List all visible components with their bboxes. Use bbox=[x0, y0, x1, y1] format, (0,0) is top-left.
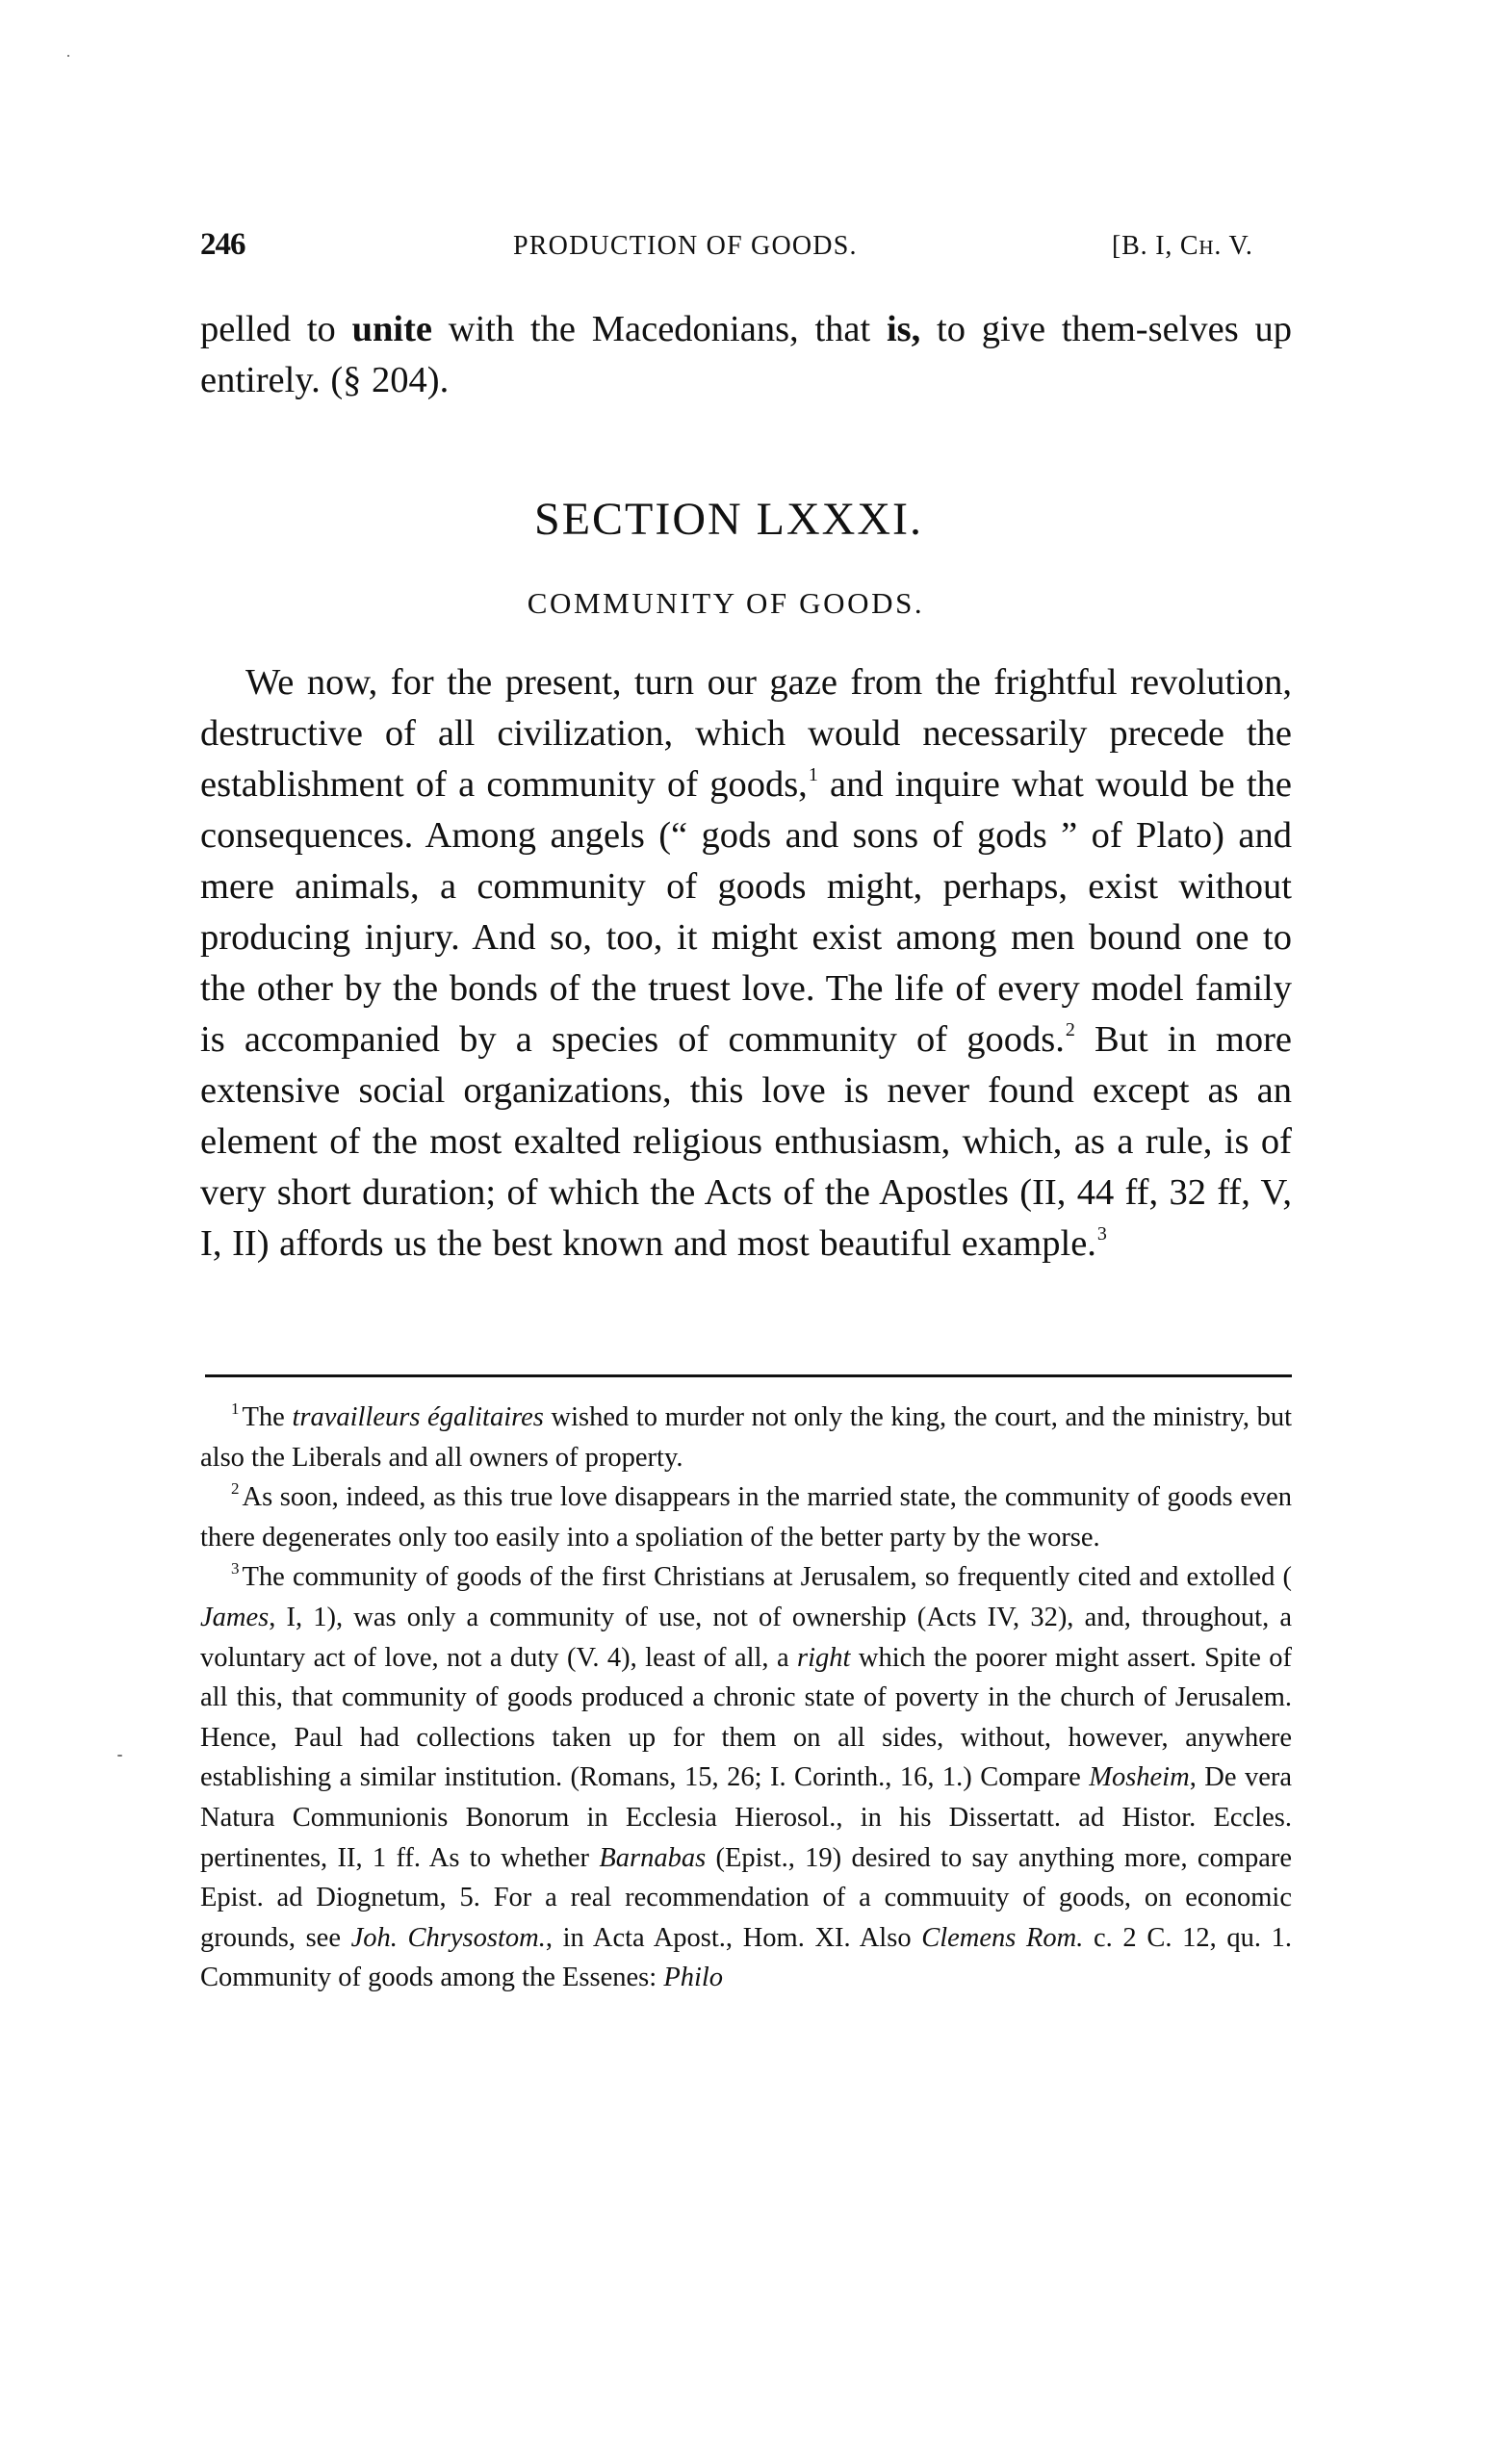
footnote-rule bbox=[205, 1374, 1292, 1377]
text-run: , I, 1), was only a community of use, not of ownership (Acts IV, 32), and, throughout, a voluntary act of love, not a duty (V. 4), least of all, a bbox=[200, 1602, 1292, 1673]
italic-text: Mosheim bbox=[1089, 1762, 1190, 1793]
footnote-reference[interactable]: 3 bbox=[1096, 1223, 1107, 1245]
text-run: , in Acta Apost., Hom. XI. Also bbox=[545, 1922, 922, 1953]
chapter-reference-smallcaps: H bbox=[1198, 236, 1215, 259]
footnotes bbox=[200, 1398, 1292, 1998]
text-run: We now, for the present, turn our gaze from the frightful revolution, destructive of all civilization, which would necessarily precede the establishment of a community of goods, bbox=[200, 662, 1292, 805]
footnote-marker: 2 bbox=[231, 1479, 240, 1499]
chapter-reference-prefix: [B. I, C bbox=[1112, 231, 1199, 261]
text-run: The bbox=[242, 1402, 293, 1432]
text-run: which the poorer might assert. Spite of all this, that community of goods produced a chronic state of poverty in the church of Jerusalem. Hence, Paul had collections taken up for them on all sides, without, however, anywhere establishing a similar institution. (Romans, 15, 26; I. Corinth., 16, 1.) Compare bbox=[200, 1642, 1292, 1793]
scan-speck bbox=[117, 1755, 122, 1757]
page-number: 246 bbox=[200, 227, 245, 262]
italic-text: Joh. Chrysostom. bbox=[350, 1922, 546, 1953]
italic-text: right bbox=[797, 1642, 851, 1673]
text-run: , De vera Natura Communionis Bonorum in Ecclesia Hierosol., in his Dissertatt. ad Histor. Eccles. pertinentes, II, 1 ff. As to whether bbox=[200, 1762, 1293, 1873]
chapter-reference-suffix: . V. bbox=[1214, 231, 1253, 261]
section-subheading: COMMUNITY OF GOODS. bbox=[527, 586, 925, 620]
italic-text: James bbox=[200, 1602, 270, 1632]
footnote-marker: 1 bbox=[231, 1399, 240, 1418]
text-run: and inquire what would be the consequences. Among angels (“ gods and sons of gods ” of Plato) and mere animals, a community of goods might, perhaps, exist without producing injury. And so, too, it might exist among men bound one to the other by the bonds of the truest love. The life of every model family is accompanied by a species of community of goods. bbox=[200, 764, 1292, 1060]
footnote bbox=[200, 1398, 1292, 1477]
running-header bbox=[200, 227, 1307, 262]
text-run: wished to murder not only the king, the court, and the ministry, but also the Liberals and all owners of property. bbox=[200, 1402, 1293, 1473]
chapter-reference bbox=[1112, 229, 1253, 265]
text-run: with the Macedonians, that bbox=[432, 309, 887, 349]
footnote-reference[interactable]: 1 bbox=[808, 764, 818, 785]
text-run: c. 2 C. 12, qu. 1. Community of goods among the Essenes: bbox=[200, 1922, 1292, 1993]
text-run: to give them-selves up entirely. (§ 204). bbox=[200, 309, 1292, 400]
footnote-reference[interactable]: 2 bbox=[1065, 1019, 1075, 1040]
footnote bbox=[200, 1477, 1292, 1557]
text-run: As soon, indeed, as this true love disappears in the married state, the community of goods even there degenerates only too easily into a spoliation of the better party by the worse. bbox=[200, 1482, 1292, 1553]
bold-text: unite bbox=[351, 309, 432, 349]
bold-text: is, bbox=[886, 309, 921, 349]
italic-text: Philo bbox=[663, 1963, 724, 1993]
italic-text: Barnabas bbox=[599, 1842, 707, 1873]
text-run: But in more extensive social organizations, this love is never found except as an element of the most exalted religious enthusiasm, which, as a rule, is of very short duration; of which the Acts of the Apostles (II, 44 ff, 32 ff, V, I, II) affords us the best known and most beautiful example. bbox=[200, 1019, 1292, 1264]
italic-text: travailleurs égalitaires bbox=[292, 1402, 544, 1432]
main-paragraph bbox=[200, 657, 1292, 1270]
section-heading: SECTION LXXXI. bbox=[534, 494, 923, 545]
continuation-paragraph bbox=[200, 304, 1292, 406]
text-run: (Epist., 19) desired to say anything more, compare Epist. ad Diognetum, 5. For a real recommendation of a commuuity of goods, on economic grounds, see bbox=[200, 1842, 1292, 1953]
scan-speck bbox=[67, 55, 69, 57]
footnote bbox=[200, 1557, 1292, 1998]
footnote-marker: 3 bbox=[231, 1559, 240, 1578]
text-run: The community of goods of the first Christians at Jerusalem, so frequently cited and extolled ( bbox=[242, 1562, 1292, 1593]
text-run: pelled to bbox=[200, 309, 352, 349]
running-title: PRODUCTION OF GOODS. bbox=[513, 231, 858, 261]
italic-text: Clemens Rom. bbox=[921, 1922, 1084, 1953]
